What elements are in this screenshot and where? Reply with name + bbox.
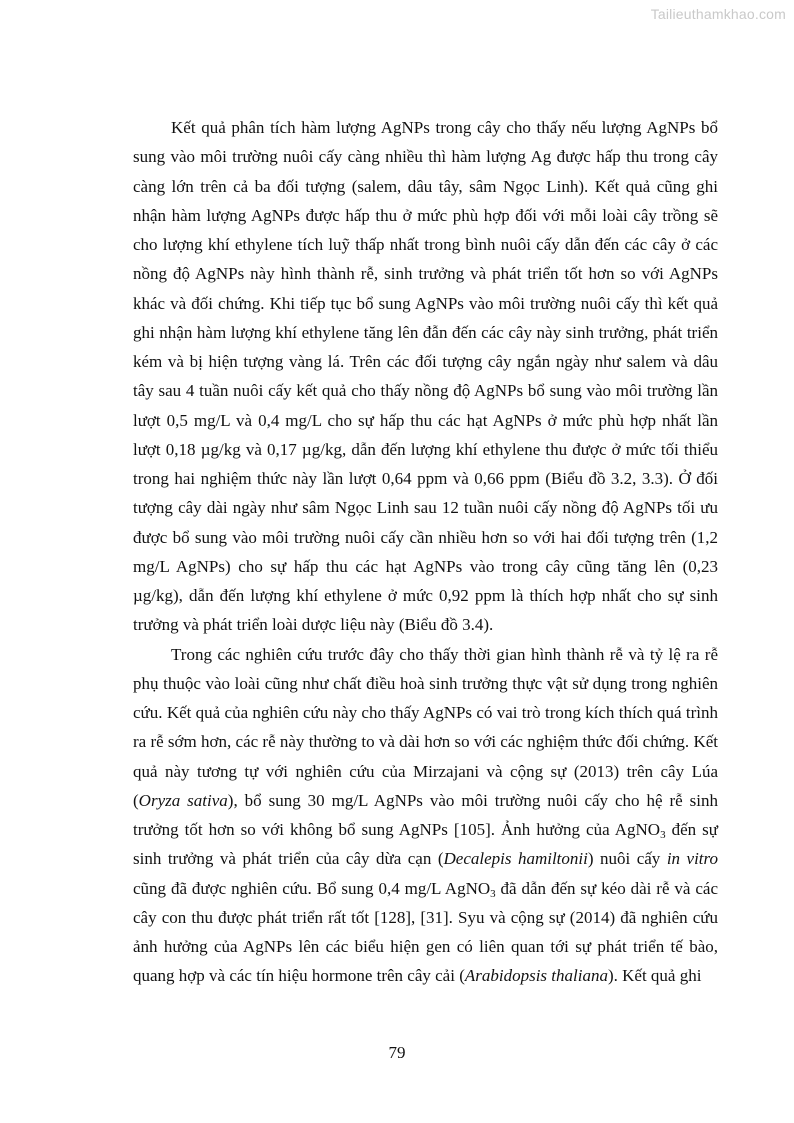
body-text: [133, 113, 718, 991]
paragraph-2-text: ). Kết quả ghi: [607, 966, 702, 986]
subscript: 3: [490, 887, 496, 900]
paragraph-2-text: đến sự sinh trưởng và phát triển của cây dừa cạn (: [133, 820, 718, 869]
paragraph-2-text: ) nuôi cấy: [587, 849, 667, 869]
watermark: Tailieuthamkhao.com: [650, 6, 786, 22]
paragraph-2-text: cũng đã được nghiên cứu. Bổ sung 0,4 mg/L AgNO: [133, 878, 491, 898]
paragraph-1: Kết quả phân tích hàm lượng AgNPs trong cây cho thấy nếu lượng AgNPs bổ sung vào môi trường nuôi cấy càng nhiều thì hàm lượng Ag được hấp thu trong cây càng lớn trên cả ba đối tượng (salem, dâu tây, sâm Ngọc Linh). Kết quả cũng ghi nhận hàm lượng AgNPs được hấp thu ở mức phù hợp đối với mỗi loài cây trồng sẽ cho lượng khí ethylene tích luỹ thấp nhất trong bình nuôi cấy dẫn đến các cây ở các nồng độ AgNPs này hình thành rễ, sinh trưởng và phát triển tốt hơn so với AgNPs khác và đối chứng. Khi tiếp tục bổ sung AgNPs vào môi trường nuôi cấy thì kết quả ghi nhận hàm lượng khí ethylene tăng lên đẫn đến các cây này sinh trưởng, phát triển kém và bị hiện tượng vàng lá. Trên các đối tượng cây ngắn ngày như salem và dâu tây sau 4 tuần nuôi cấy kết quả cho thấy nồng độ AgNPs bổ sung vào môi trường lần lượt 0,5 mg/L và 0,4 mg/L cho sự hấp thu các hạt AgNPs ở mức phù hợp nhất lần lượt 0,18 µg/kg và 0,17 µg/kg, dẫn đến lượng khí ethylene thu được ở mức tối thiểu trong hai nghiệm thức này lần lượt 0,64 ppm và 0,66 ppm (Biểu đồ 3.2, 3.3). Ở đối tượng cây dài ngày như sâm Ngọc Linh sau 12 tuần nuôi cấy nồng độ AgNPs tối ưu được bổ sung vào môi trường nuôi cấy cần nhiều hơn so với hai đối tượng trên (1,2 mg/L AgNPs) cho sự hấp thu các hạt AgNPs vào trong cây cũng tăng lên (0,23 µg/kg), dẫn đến lượng khí ethylene ở mức 0,92 ppm là thích hợp nhất cho sự sinh trưởng và phát triển loài dược liệu này (Biểu đồ 3.4).: [133, 118, 718, 635]
paragraph-2: [133, 640, 718, 991]
page-number: 79: [388, 1043, 406, 1062]
paragraph-2-text: Trong các nghiên cứu trước đây cho thấy thời gian hình thành rễ và tỷ lệ ra rễ phụ thuộc vào loài cũng như chất điều hoà sinh trưởng thực vật sử dụng trong nghiên cứu. Kết quả của nghiên cứu này cho thấy AgNPs có vai trò trong kích thích quá trình ra rễ sớm hơn, các rễ này thường to và dài hơn so với các nghiệm thức đối chứng. Kết quả này tương tự với nghiên cứu của Mirzajani và cộng sự (2013) trên cây Lúa (: [133, 644, 718, 810]
species-name: Decalepis hamiltonii: [443, 849, 588, 869]
species-name: Oryza sativa: [138, 790, 228, 810]
paragraph-2-text: đã dẫn đến sự kéo dài rễ và các cây con thu được phát triển rất tốt [128], [31]. Syu và cộng sự (2014) đã nghiên cứu ảnh hưởng của AgNPs lên các biểu hiện gen có liên quan tới sự phát triển tế bào, quang hợp và các tín hiệu hormone trên cây cải (: [133, 878, 718, 986]
species-name: Arabidopsis thaliana: [464, 966, 608, 986]
subscript: 3: [660, 829, 666, 841]
paragraph-2-text: ), bổ sung 30 mg/L AgNPs vào môi trường nuôi cấy cho hệ rễ sinh trưởng tốt hơn so với không bổ sung AgNPs [105]. Ảnh hưởng của AgNO: [133, 790, 718, 839]
in-vitro-term: in vitro: [666, 849, 719, 869]
